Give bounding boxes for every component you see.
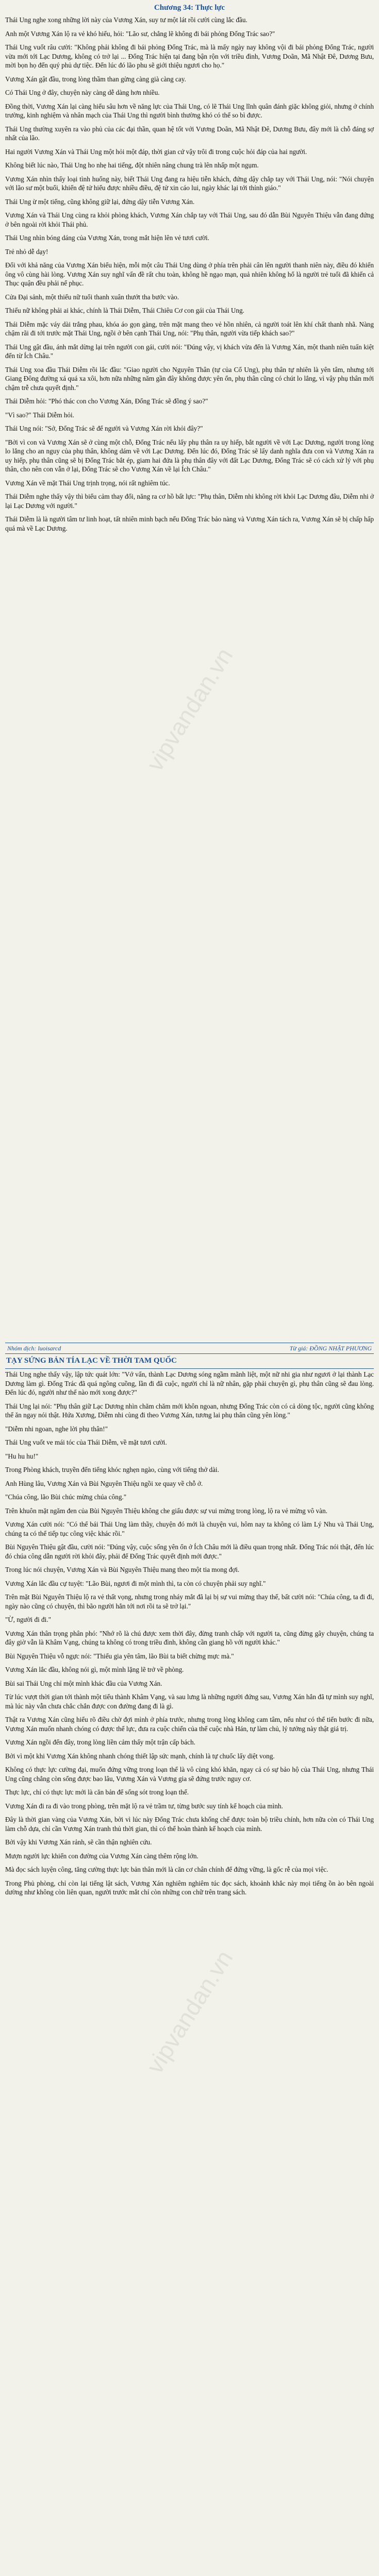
paragraph: Mà đọc sách luyện công, tăng cường thực lực bản thân mới là căn cơ chân chính để đứng vững, là gốc rễ của mọi việc.	[5, 1866, 328, 1873]
book-title-header: TẠY SỨNG BẢN TÍA LẠC VỀ THỜI TAM QUỐC	[6, 1357, 177, 1365]
paragraph: "Chúa công, lão Bùi chúc mừng chúa công."	[5, 1493, 127, 1501]
paragraph: Thực lực, chỉ có thực lực mới là căn bản để sống sót trong loạn thế.	[5, 1788, 189, 1796]
paragraph: Vương Xán gật đầu, trong lòng thầm than gừng càng già càng cay.	[5, 75, 186, 83]
paragraph: Vương Xán đi ra đi vào trong phòng, trên mặt lộ ra vẻ trầm tư, từng bước suy tính kế hoạch của mình.	[5, 1802, 283, 1810]
paragraph: Thái Ung nghe xong những lời này của Vương Xán, suy tư một lát rồi cười cùng lắc đầu.	[5, 16, 248, 24]
paragraph: Có Thái Ung ở đây, chuyện này càng dễ dàng hơn nhiều.	[5, 89, 160, 96]
paragraph: Cửa Đại sảnh, một thiếu nữ tuổi thanh xuân thướt tha bước vào.	[5, 293, 179, 301]
paragraph: "Ừ, người đi đi."	[5, 1616, 51, 1623]
page-footer	[5, 1343, 374, 1354]
paragraph: Mượn người lực khiến con đường của Vương Xán càng thêm rộng lớn.	[5, 1852, 199, 1860]
paragraph: Trong Phủ phòng, chỉ còn lại tiếng lật sách, Vương Xán nghiêm nghiêm túc đọc sách, khoảnh khắc này mọi tiếng ồn ào bên ngoài dường như không còn liên quan, người trước mắt chỉ còn những con chữ trên trang sách.	[5, 1879, 374, 1896]
paragraph: "Diễm nhi ngoan, nghe lời phụ thân!"	[5, 1425, 108, 1433]
paragraph: Bùi Nguyên Thiệu gật đầu, cười nói: "Đúng vậy, cuộc sống yên ổn ở Ích Châu mới là điều quan trọng nhất. Đổng Trác nói thật, đến lúc đó chúa công dẫn người rời khỏi đây, phải để Đổng Trác quyết định mới được."	[5, 1543, 374, 1560]
paragraph: Anh Hùng lâu, Vương Xán và Bùi Nguyên Thiệu ngồi xe quay về chỗ ở.	[5, 1479, 203, 1487]
chapter-section-1	[5, 0, 374, 1340]
paragraph: Thái Diễm mặc váy dài trắng phau, khóa áo gọn gàng, trên mặt mang theo vẻ hồn nhiên, cả người toát lên khí chất thanh nhã. Nàng chậm rãi đi tới trước mặt Thái Ung, ngồi ở bên cạnh Thái Ung, nói: "Phụ thân, người vừa tiếp khách sao?"	[5, 320, 374, 337]
paragraph: Trên khuôn mặt ngăm đen của Bùi Nguyên Thiệu không che giấu được sự vui mừng trong lòng, lộ ra vẻ mừng vô vàn.	[5, 1506, 327, 1515]
paragraph: Vương Xán lắc đầu, không nói gì, một mình lặng lẽ trở về phòng.	[5, 1666, 184, 1673]
paragraph: Bùi Nguyên Thiệu vỗ ngực nói: "Thiếu gia yên tâm, lão Bùi ta biết chừng mực mà."	[5, 1652, 234, 1660]
paragraph: Thái Ung xoa đầu Thái Diễm rồi lắc đầu: "Giao người cho Nguyên Thân (tự của Cố Ung), phụ thân tự nhiên là yên tâm, nhưng tới Giang Đông đường xá quá xa xôi, hơn nữa những năm gần đây không được yên ổn, phụ thân cũng có chút lo lắng, vì vậy phụ thân mới chậm trễ chưa quyết định."	[5, 365, 374, 392]
watermark: vipvandan.vn	[141, 1945, 238, 2078]
chapter-title: Chương 34: Thực lực	[154, 4, 225, 12]
paragraph: Vương Xán ngồi đến đây, trong lòng liền cảm thấy một trận cấp bách.	[5, 1738, 195, 1746]
paragraph: Không biết lúc nào, Thái Ung ho nhẹ hai tiếng, đột nhiên nâng chung trà lên nhấp một ngụm.	[5, 161, 259, 169]
paragraph: Thái Ung ừ một tiếng, cũng không giữ lại, đứng dậy tiễn Vương Xán.	[5, 197, 195, 206]
paragraph: Thái Diễm nghe thấy vậy thì biểu cảm thay đổi, năng ra cơ hồ bất lực: "Phụ thân, Diễm nhi không rời khỏi Lạc Dương đâu, Diễm nhi ở lại Lạc Dương với người."	[5, 493, 374, 510]
paragraph: Thái Ung vuốt ve mái tóc của Thái Diễm, về mặt tươi cười.	[5, 1438, 167, 1446]
paragraph: Vương Xán thân trọng phân phó: "Nhớ rõ là chú được xem thời đây, đừng tranh chấp với người ta, cũng đừng gây chuyện, chúng ta đây giờ vẫn là Khâm Vạng, chúng ta không có trong triều đình, không cần giang hồ với người khác."	[5, 1629, 374, 1646]
paragraph: Trong lúc nói chuyện, Vương Xán và Bùi Nguyên Thiệu mang theo một tia mong đợi.	[5, 1566, 240, 1573]
paragraph: Trên mặt Bùi Nguyên Thiệu lộ ra vẻ thất vọng, nhưng trong nháy mắt đã lại bị sự vui mừng thay thế, bất cười nói: "Chúa công, ta đi đi, ngày nào cũng có chuyện, thì bão người hẳn tới nơi rồi ta sẽ trở lại."	[5, 1593, 374, 1610]
paragraph: "Hu hu hu!"	[5, 1452, 39, 1460]
paragraph: Bởi vậy khi Vương Xán rảnh, sẽ cần thận nghiên cứu.	[5, 1838, 152, 1846]
paragraph: Thiếu nữ không phải ai khác, chính là Thái Diễm, Thái Chiêu Cơ con gái của Thái Ung.	[5, 307, 244, 314]
translator-group: Nhóm dịch: luoisarcd	[7, 1344, 61, 1352]
paragraph: Trẻ nhỏ dễ dạy!	[5, 247, 48, 256]
paragraph: Thái Diễm hỏi: "Phó thác con cho Vương Xán, Đổng Trác sẽ đồng ý sao?"	[5, 397, 208, 405]
paragraph: Thái Ung vuốt râu cười: "Không phải không đi bái phỏng Đổng Trác, mà là mấy ngày nay không vội đi bái phỏng Đổng Trác, người vừa mới tới Lạc Dương, không có trở lại ... Đổng Trác hiện tại đang bận rộn với triều đình, Vương Doãn, Mã Nhật Đê, Dương Bưu, mời bọn họ đến quý phủ dự tiệc. Đến lúc đó lão phu sẽ giới thiệu ngươi cho họ."	[5, 43, 374, 69]
paragraph: Bùi sai Thái Ung chỉ một mình khác đầu của Vương Xán.	[5, 1679, 162, 1687]
paragraph: Thái Ung thường xuyên ra vào phủ của các đại thần, quan hệ tốt với Vương Doãn, Mã Nhật Đê, Dương Bưu, đây mới là chỗ đáng sợ nhất của lão.	[5, 125, 374, 142]
paragraph: Thái Ung nghe thấy vậy, lập tức quát lớn: "Vớ vẩn, thành Lạc Dương sóng ngầm mãnh liệt, một nữ nhi gia như ngươi ở lại thành Lạc Dương làm gì. Đổng Trác đã quá ngông cuồng, lần đi đã cuộc, người chỉ là nữ nhân, gặp phải chuyện gì, phụ thân cũng sẽ đau lòng. Đến lúc đó, người như thế nào mới xong được?"	[5, 1370, 374, 1396]
paragraph: Vương Xán và Thái Ung cùng ra khỏi phòng khách, Vương Xán chắp tay với Thái Ung, sau đó dẫn Bùi Nguyên Thiệu vẫn đang đứng ở bên ngoài rời khỏi Thái phủ.	[5, 211, 374, 228]
paragraph: Vương Xán nhìn thấy loại tình huống này, biết Thái Ung đang ra hiệu tiễn khách, đứng dậy chắp tay với Thái Ung, nói: "Nói chuyện với lão sư một buổi, khiến đệ tử hiểu được nhiều điều, đệ tử xin cáo lui, ngày khác lại tới thỉnh giáo."	[5, 175, 374, 192]
chapter-body	[5, 1370, 374, 1897]
paragraph: Thái Diễm là là người tâm tư linh hoạt, tất nhiên minh bạch nếu Đổng Trác bảo nàng và Vương Xán tách ra, Vương Xán sẽ bị chấp hấp quá mà về Lạc Dương.	[5, 515, 374, 532]
chapter-body	[5, 15, 374, 533]
paragraph: Thái Ung lại nói: "Phụ thân giữ Lạc Dương nhìn chăm chăm mới khôn ngoan, nhưng Đổng Trác còn có cả dòng tộc, người cũng không thể ăn ngay nói thật. Hứa Xương, Diễm nhi cùng đi theo Vương Xán, tương lai phụ thân cũng yên lòng."	[5, 1402, 374, 1419]
header-rule	[5, 1368, 374, 1369]
paragraph: Trong Phòng khách, truyền đến tiếng khóc nghẹn ngào, cùng với tiếng thở dài.	[5, 1466, 219, 1473]
paragraph: Từ lúc vượt thời gian tới thành một tiểu thành Khâm Vạng, và sau lưng là những người đứng sau, Vương Xán hắn đã tự mình suy nghĩ, mà lúc này vẫn chưa chắc chắn được con đường đang đi là gì.	[5, 1693, 374, 1710]
paragraph: Thái Ung nói: "Sở, Đổng Trác sẽ để người và Vương Xán rời khỏi đây?"	[5, 425, 203, 432]
chapter-section-2	[5, 1354, 374, 2576]
paragraph: Thái Ung nhìn bóng dáng của Vương Xán, trong mắt hiện lên vẻ tươi cười.	[5, 234, 209, 242]
paragraph: Vương Xán cười nói: "Có thể bái Thái Ung làm thầy, chuyện đó mới là chuyện vui, hôm nay ta không có làm Lý Nhu và Thái Ung, chúng ta có thể tiếp tục công việc khác rồi."	[5, 1520, 374, 1537]
paragraph: Vương Xán về mặt Thái Ung trịnh trọng, nói rất nghiêm túc.	[5, 479, 170, 487]
paragraph: "Vì sao?" Thái Diễm hỏi.	[5, 411, 74, 419]
paragraph: "Bởi vì con và Vương Xán sẽ ở cùng một chỗ, Đổng Trác nếu lấy phụ thân ra uy hiếp, bắt người về với Lạc Dương, người trong lòng lo lắng cho an nguy của phụ thân, không dám về với Lạc Dương. Đến lúc đó, Đổng Trác sẽ lấy danh nghĩa đưa con và Vương Xán ra uy hiếp, phụ thân cũng sẽ bị Đổng Trác bắt ép, giam hai đứa là phụ thân đây với đất Lạc Dương, Đổng Trác sẽ có cách xử lý với phụ thân, cho nên con vẫn ở lại, Đổng Trác sẽ cho Vương Xán về lại Ích Châu."	[5, 438, 374, 473]
paragraph: Đồng thời, Vương Xán lại càng hiểu sâu hơn về năng lực của Thái Ung, có lẽ Thái Ung lĩnh quân đánh giặc không giỏi, nhưng ở chính trường, kinh nghiệm và nhân mạch của Thái Ung thì người bình thường khó có thể so bì được.	[5, 102, 374, 119]
paragraph: Hai người Vương Xán và Thái Ung một hỏi một đáp, thời gian cứ vậy trôi đi trong cuộc hỏi đáp của hai người.	[5, 147, 307, 156]
paragraph: Thật ra Vương Xán cũng hiểu rõ điều chờ đợi mình ở phía trước, nhưng trong lòng không cam tâm, nếu như có thể tiến bước đi nữa, Vương Xán muốn nhanh chóng có được thế lực, đưa ra cuộc chiến của thế cuộc nhà Hán, tự làm chủ, lý tưởng này thật giá trị.	[5, 1716, 374, 1733]
paragraph: Bởi vì một khi Vương Xán không nhanh chóng thiết lập sức mạnh, chính là tự chuốc lấy diệt vong.	[5, 1752, 275, 1760]
paragraph: Không có thực lực cường đại, muốn đứng vững trong loạn thế là vô cùng khó khăn, ngay cả có sự bảo hộ của Thái Ung, nhưng Thái Ung cũng chẳng còn sống được bao lâu, Vương Xán và Vương gia sẽ đứng trước nguy cơ.	[5, 1766, 374, 1783]
paragraph: Vương Xán lắc đầu cự tuyệt: "Lão Bùi, ngươi đi một mình thì, ta còn có chuyện phải suy nghĩ."	[5, 1579, 266, 1587]
paragraph: Thái Ung gật đầu, ánh mắt dừng lại trên người con gái, cười nói: "Đúng vậy, vị khách vừa đến là Vương Xán, một thanh niên tuấn kiệt đến từ Ích Châu."	[5, 343, 374, 360]
paragraph: Anh một Vương Xán lộ ra vẻ khó hiểu, hỏi: "Lão sư, chẳng lẽ không đi bái phỏng Đổng Trác sao?"	[5, 29, 275, 38]
paragraph: Đây là thời gian vàng của Vương Xán, bởi vì lúc này Đổng Trác chưa khống chế được toàn bộ triều chính, hơn nữa còn có Thái Ung làm chỗ dựa, chỉ cần Vương Xán tranh thủ thời gian, thì có thể hoàn thành kế hoạch của mình.	[5, 1816, 374, 1833]
watermark: vipvandan.vn	[141, 643, 238, 776]
paragraph: Đối với khả năng của Vương Xán biểu hiện, mỗi một câu Thái Ung dùng ở phía trên phải cân lên người thanh niên này, điều đó khiến ông vô cùng hài lòng. Vương Xán suy nghĩ vấn đề rất chu toàn, không hề ngạo mạn, quả nhiên không hổ là người trẻ tuổi đã khiến cả Thục quận đều phải nể phục.	[5, 261, 374, 287]
translator-name: Từ giá: ĐỒNG NHẬT PHƯƠNG	[289, 1344, 372, 1352]
